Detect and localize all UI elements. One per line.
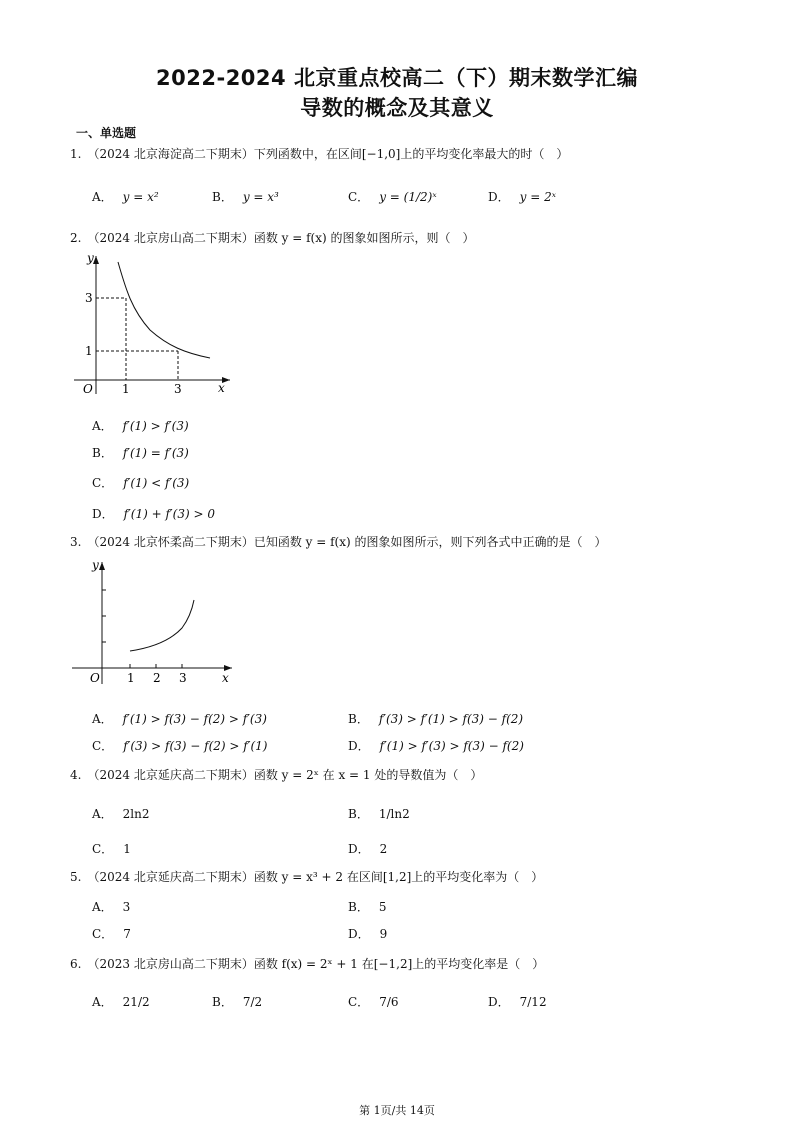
page-footer: 第 1页/共 14页 [359,1104,435,1117]
graph-question-3 [70,556,240,688]
q3-option-a[interactable]: A． f′(1) > f(3) − f(2) > f′(3) [92,712,267,726]
graph2-x-label: x [222,671,229,685]
graph-question-2 [70,250,240,398]
graph2-origin: O [90,671,100,685]
q4-option-a[interactable]: A． 2ln2 [92,807,150,821]
q2-option-c[interactable]: C． f′(1) < f′(3) [92,476,190,490]
q3-option-d[interactable]: D． f′(1) > f′(3) > f(3) − f(2) [348,739,524,753]
graph2-tick-x-2: 2 [153,671,161,685]
q5-option-c[interactable]: C． 7 [92,927,131,941]
question-3: 3. （2024 北京怀柔高二下期末）已知函数 y = f(x) 的图象如图所示，则下列各式中正确的是（ ） [70,535,607,549]
q5-option-b[interactable]: B． 5 [348,900,387,914]
q1-option-d[interactable]: D． y = 2ˣ [488,190,556,204]
q3-option-c[interactable]: C． f′(3) > f(3) − f(2) > f′(1) [92,739,268,753]
q1-option-c[interactable]: C． y = (1/2)ˣ [348,190,437,204]
q6-option-a[interactable]: A． 21/2 [92,995,150,1009]
q4-option-d[interactable]: D． 2 [348,842,388,856]
graph1-y-label: y [87,251,94,265]
q5-option-d[interactable]: D． 9 [348,927,388,941]
q6-option-c[interactable]: C． 7/6 [348,995,399,1009]
page-title: 2022-2024 北京重点校高二（下）期末数学汇编 [156,66,638,90]
graph1-tick-x-1: 1 [122,382,130,396]
q1-option-b[interactable]: B． y = x³ [212,190,279,204]
question-2: 2. （2024 北京房山高二下期末）函数 y = f(x) 的图象如图所示，则（ ） [70,231,475,245]
q4-option-b[interactable]: B． 1/ln2 [348,807,410,821]
q2-option-a[interactable]: A． f′(1) > f′(3) [92,419,189,433]
q5-option-a[interactable]: A． 3 [92,900,131,914]
page-subtitle: 导数的概念及其意义 [300,96,494,120]
q4-option-c[interactable]: C． 1 [92,842,131,856]
q6-option-d[interactable]: D． 7/12 [488,995,547,1009]
graph1-origin: O [83,382,93,396]
q3-option-b[interactable]: B． f′(3) > f′(1) > f(3) − f(2) [348,712,524,726]
question-4: 4. （2024 北京延庆高二下期末）函数 y = 2ˣ 在 x = 1 处的导数值为（ ） [70,768,483,782]
question-1: 1. （2024 北京海淀高二下期末）下列函数中，在区间[−1,0]上的平均变化率最大的时（ ） [70,147,569,161]
q6-option-b[interactable]: B． 7/2 [212,995,263,1009]
question-6: 6. （2023 北京房山高二下期末）函数 f(x) = 2ˣ + 1 在[−1,2]上的平均变化率是（ ） [70,957,545,971]
graph1-tick-y-1: 1 [85,344,93,358]
q2-option-b[interactable]: B． f′(1) = f′(3) [92,446,189,460]
graph1-x-label: x [218,381,225,395]
q1-option-a[interactable]: A． y = x² [92,190,159,204]
graph1-tick-x-3: 3 [174,382,182,396]
q2-option-d[interactable]: D． f′(1) + f′(3) > 0 [92,507,215,521]
graph2-tick-x-1: 1 [127,671,135,685]
graph2-y-label: y [92,558,99,572]
graph2-tick-x-3: 3 [179,671,187,685]
graph1-tick-y-3: 3 [85,291,93,305]
section-heading: 一、单选题 [76,126,137,140]
question-5: 5. （2024 北京延庆高二下期末）函数 y = x³ + 2 在区间[1,2]上的平均变化率为（ ） [70,870,544,884]
